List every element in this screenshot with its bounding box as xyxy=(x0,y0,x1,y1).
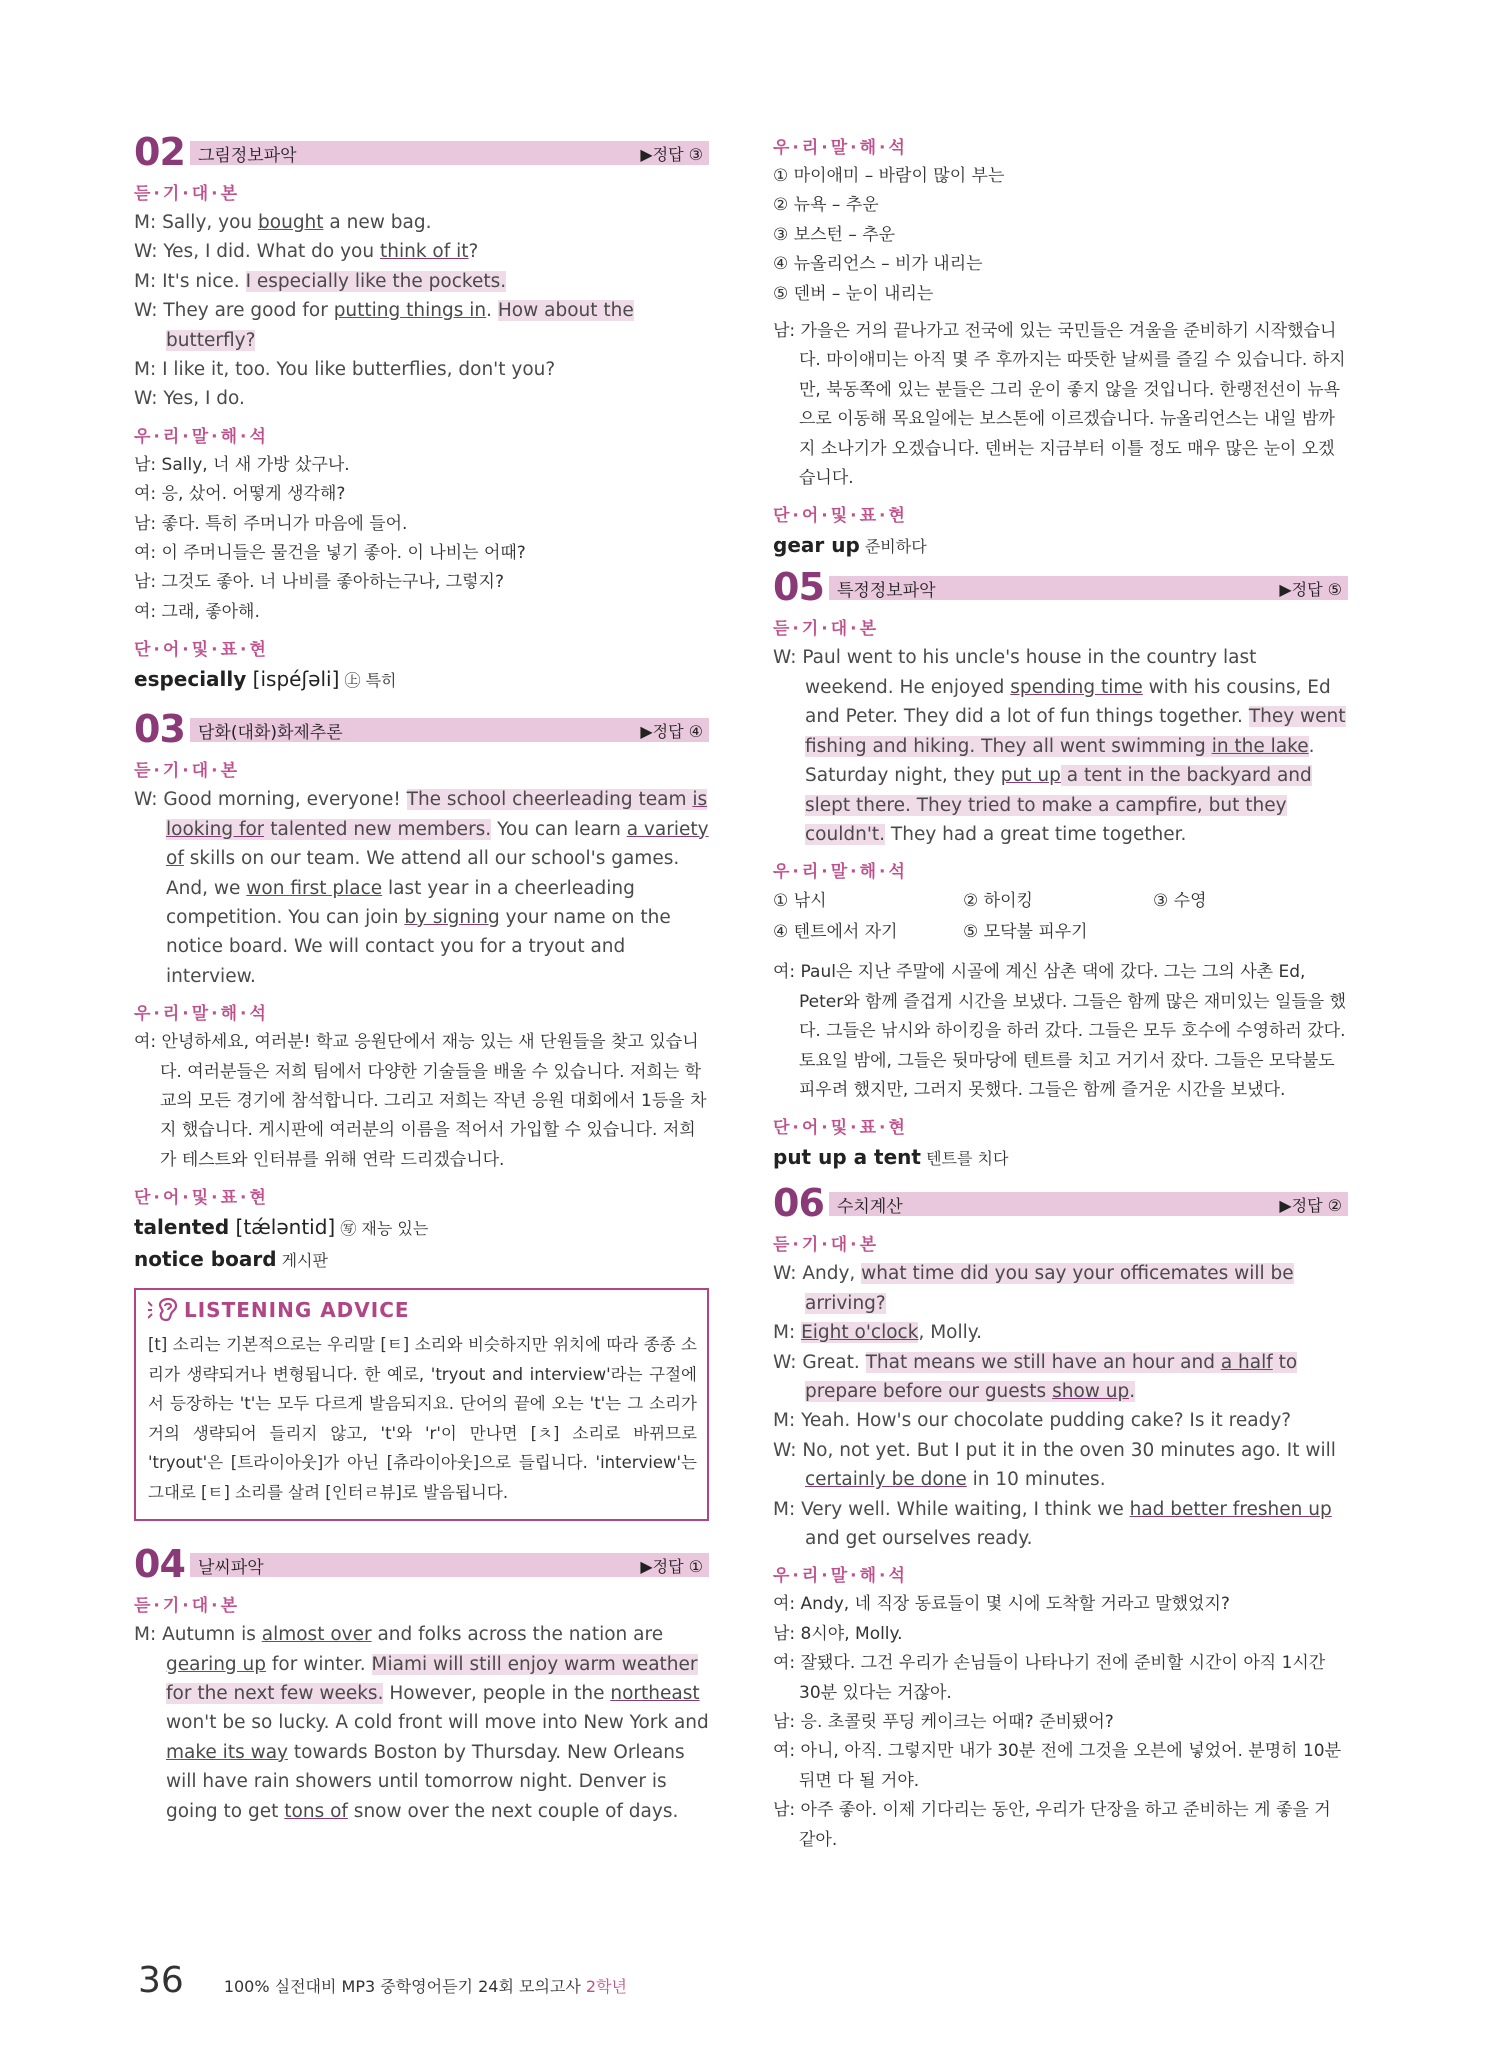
script-label: 듣·기·대·본 xyxy=(134,184,241,204)
section-bar xyxy=(829,1192,1348,1216)
answer-label: ▶정답 ① xyxy=(640,1556,703,1576)
vocab-label: 단·어·및·표·현 xyxy=(773,1118,908,1139)
translation-line: 여: 그래, 좋아해. xyxy=(134,601,260,622)
section-05 xyxy=(773,565,1348,1174)
vocab-word: talented xyxy=(134,1215,230,1240)
speaker-label: W: xyxy=(773,1439,803,1461)
choice-item: ② 하이킹 xyxy=(963,891,1033,912)
script-text: Yes, I do. xyxy=(163,388,245,410)
highlighted-phrase: a tent in the backyard and slept there. xyxy=(805,765,1312,816)
translation-line: 남: 아주 좋아. 이제 기다리는 동안, 우리가 단장을 하고 준비하는 게 좋을 거 같아. xyxy=(773,1800,1331,1850)
speaker-label: W: xyxy=(773,647,803,669)
section-04-continued xyxy=(773,133,1348,562)
script-text: Paul went to his uncle's house in the country last weekend. He enjoyed xyxy=(802,647,1257,698)
speaker-label: W: xyxy=(134,300,164,322)
speaker-label: M: xyxy=(134,359,163,381)
vocab-block xyxy=(134,664,709,696)
vocab-word: gear up xyxy=(773,533,860,558)
translation-block xyxy=(773,958,1348,1105)
script-text: It's nice. xyxy=(162,270,246,292)
speaker-label: W: xyxy=(134,241,164,263)
highlighted-phrase: I especially like the pockets. xyxy=(245,270,507,292)
translation-label: 우·리·말·해·석 xyxy=(773,1566,908,1587)
script-label: 듣·기·대·본 xyxy=(134,761,241,782)
section-header xyxy=(134,130,709,174)
page-number: 36 xyxy=(138,1960,184,2001)
highlighted-phrase: a half xyxy=(1220,1351,1273,1373)
highlighted-phrase: think of it xyxy=(379,241,469,263)
script-text: Saturday night, they xyxy=(805,765,1001,787)
section-header xyxy=(134,707,709,752)
translation-line: 여: 이 주머니들은 물건을 넣기 좋아. 이 나비는 어때? xyxy=(134,543,526,564)
vocab-pronunciation: [ispéʃəli] xyxy=(246,667,340,692)
vocab-item xyxy=(134,1212,709,1244)
translation-line: 남: 그것도 좋아. 너 나비를 좋아하는구나, 그렇지? xyxy=(134,572,504,593)
translation-label: 우·리·말·해·석 xyxy=(134,1004,269,1025)
speaker-label: W: xyxy=(773,1351,803,1373)
script-line xyxy=(134,384,709,413)
left-column xyxy=(134,130,709,1826)
script-text: Very well. While waiting, I think we xyxy=(801,1498,1130,1520)
highlighted-phrase: by signing xyxy=(404,906,500,928)
script-line xyxy=(134,237,709,266)
answer-label: ▶정답 ③ xyxy=(640,144,703,164)
vocab-item xyxy=(134,1244,709,1276)
highlighted-phrase: almost over xyxy=(261,1624,372,1646)
highlighted-phrase: putting things in xyxy=(333,300,487,322)
script-line xyxy=(773,1436,1348,1495)
option-item: ⑤ 덴버 – 눈이 내리는 xyxy=(773,283,934,304)
script-text: You can learn xyxy=(491,818,627,840)
vocab-block xyxy=(773,530,1348,562)
highlighted-phrase: How about the butterfly? xyxy=(166,300,634,351)
translation-line: 남: 가을은 거의 끝나가고 전국에 있는 국민들은 겨울을 준비하기 시작했습니다. 마이애미는 아직 몇 주 후까지는 따뜻한 날씨를 즐길 수 있습니다. 하지만, 북동쪽에 있는 분들은 그리 운이 좋지 않을 것입니다. 한랭전선이 뉴욕으로 이동해 목요일에는 보스톤에 이르겠습니다. 뉴올리언스는 내일 밤까지 소나기가 오겠습니다. 덴버는 지금부터 이틀 정도 매우 많은 눈이 오겠습니다. xyxy=(773,321,1346,489)
vocab-meaning: 준비하다 xyxy=(859,537,927,557)
script-text: and get ourselves ready. xyxy=(805,1528,1033,1549)
script-text: towards Boston by Thursday. New Orleans will have rain showers until tomorrow night. Denver is going to get xyxy=(166,1741,685,1822)
section-bar xyxy=(190,141,709,165)
options-list xyxy=(773,162,1348,309)
translation-block xyxy=(773,1590,1348,1855)
script-label: 듣·기·대·본 xyxy=(134,1596,241,1617)
translation-line: 여: 아니, 아직. 그렇지만 내가 30분 전에 그것을 오븐에 넣었어. 분명히 10분 뒤면 다 될 거야. xyxy=(773,1741,1342,1791)
script-text: in 10 minutes. xyxy=(966,1469,1106,1491)
highlighted-phrase: bought xyxy=(258,212,324,233)
translation-block xyxy=(134,1028,709,1175)
section-number: 02 xyxy=(134,130,185,174)
option-item: ② 뉴욕 – 추운 xyxy=(773,195,879,216)
script-text: snow over the next couple of days. xyxy=(347,1800,679,1822)
script-text: They are good for xyxy=(163,300,334,322)
option-item: ① 마이애미 – 바람이 많이 부는 xyxy=(773,166,1005,186)
speaker-label: M: xyxy=(773,1498,802,1520)
translation-line: 남: 좋다. 특히 주머니가 마음에 들어. xyxy=(134,513,408,534)
highlighted-phrase: won first place xyxy=(246,877,383,899)
ear-icon xyxy=(148,1298,178,1322)
script-text: No, not yet. But I put it in the oven 30 minutes ago. It will xyxy=(802,1439,1336,1461)
script-text: Autumn is xyxy=(162,1624,262,1646)
vocab-item xyxy=(134,664,709,696)
script-text: Yeah. How's our chocolate pudding cake? Is it ready? xyxy=(801,1410,1292,1432)
translation-line: 여: 잘됐다. 그건 우리가 손님들이 나타나기 전에 준비할 시간이 아직 1시간 30분 있다는 거잖아. xyxy=(773,1653,1326,1703)
script-line xyxy=(134,355,709,384)
script-line xyxy=(773,1348,1348,1407)
section-header xyxy=(134,1542,709,1587)
highlighted-phrase: make its way xyxy=(166,1741,289,1763)
translation-block xyxy=(134,451,709,627)
section-number: 03 xyxy=(134,707,185,752)
vocab-word: especially xyxy=(134,667,247,692)
vocab-word: notice board xyxy=(134,1247,277,1272)
translation-label: 우·리·말·해·석 xyxy=(773,138,908,158)
vocab-meaning: ㊢ 재능 있는 xyxy=(335,1219,429,1239)
script-line xyxy=(773,643,1348,849)
vocab-label: 단·어·및·표·현 xyxy=(773,506,908,527)
book-title xyxy=(224,1974,627,1997)
translation-line: 여: 응, 샀어. 어떻게 생각해? xyxy=(134,484,346,505)
script-text: , Molly. xyxy=(918,1322,982,1344)
section-number: 06 xyxy=(773,1181,824,1226)
script-text: Andy, xyxy=(802,1263,862,1285)
highlighted-phrase: Eight o'clock xyxy=(801,1322,919,1344)
section-title: 수치계산 xyxy=(837,1196,903,1217)
highlighted-phrase: Miami will still enjoy warm weather for the next few weeks. xyxy=(166,1653,698,1704)
script-line xyxy=(134,267,709,296)
highlighted-phrase: That means we still have an hour and xyxy=(865,1351,1221,1373)
speaker-label: M: xyxy=(134,270,163,292)
translation-line: 여: 안녕하세요, 여러분! 학교 응원단에서 재능 있는 새 단원들을 찾고 있습니다. 여러분들은 저희 팀에서 다양한 기술들을 배울 수 있습니다. 저희는 학교의 모든 경기에 참석합니다. 그리고 저희는 작년 응원 대회에서 1등을 차지 했습니다. 게시판에 여러분의 이름을 적어서 가입할 수 있습니다. 저희가 테스트와 인터뷰를 위해 연락 드리겠습니다. xyxy=(134,1032,707,1170)
advice-text: [t] 소리는 기본적으로는 우리말 [ㅌ] 소리와 비슷하지만 위치에 따라 종종 소리가 생략되거나 변형됩니다. 한 예로, 'tryout and interview'라는 구절에서 등장하는 't'는 모두 다르게 발음되지요. 단어의 끝에 오는 't'는 그 소리가 거의 생략되어 들리지 않고, 't'와 'r'이 만나면 [ㅊ] 소리로 바뀌므로 'tryout'은 [트라이아웃]가 아닌 [츄라이아웃]으로 들립니다. 'interview'는 그대로 [ㅌ] 소리를 살려 [인터ㄹ뷰]로 발음됩니다. xyxy=(148,1335,697,1502)
script-text: your name on the notice board. We will contact you for a tryout and interview. xyxy=(166,906,671,987)
script-line xyxy=(773,1318,1348,1347)
section-03 xyxy=(134,707,709,1521)
translation-line: 남: Sally, 너 새 가방 샀구나. xyxy=(134,454,350,475)
highlighted-phrase: certainly be done xyxy=(805,1469,967,1491)
vocab-meaning: ㊤ 특히 xyxy=(339,671,397,691)
highlighted-phrase: talented new members. xyxy=(264,818,492,840)
translation-block xyxy=(773,317,1348,493)
highlighted-phrase: They went fishing and hiking. They all went swimming xyxy=(805,706,1346,757)
section-bar xyxy=(190,1553,709,1577)
speaker-label: W: xyxy=(773,1263,803,1285)
section-04 xyxy=(134,1542,709,1826)
section-header xyxy=(773,565,1348,610)
vocab-pronunciation: [tǽləntid] xyxy=(229,1215,336,1240)
highlighted-phrase: tons of xyxy=(284,1800,348,1822)
script-line xyxy=(134,208,709,237)
highlighted-phrase: put up xyxy=(1000,765,1061,787)
speaker-label: M: xyxy=(773,1410,802,1432)
script-text: . xyxy=(486,300,498,322)
book-title-text: 100% 실전대비 MP3 중학영어듣기 24회 모의고사 xyxy=(223,1977,581,1996)
speaker-label: M: xyxy=(773,1322,802,1344)
vocab-label: 단·어·및·표·현 xyxy=(134,640,269,661)
choice-item: ① 낚시 xyxy=(773,891,827,912)
script-text: skills on our team. We attend all our school's games. And, we xyxy=(166,848,680,899)
highlighted-phrase: . xyxy=(1129,1380,1136,1402)
highlighted-phrase: spending time xyxy=(1010,676,1143,698)
highlighted-phrase: They tried to make a campfire, but they couldn't. xyxy=(805,794,1287,845)
translation-line: 남: 응. 초콜릿 푸딩 케이크는 어때? 준비됐어? xyxy=(773,1712,1114,1733)
section-header xyxy=(773,1181,1348,1226)
right-column xyxy=(773,133,1348,1855)
section-title: 담화(대화)화제추론 xyxy=(198,722,343,743)
section-title: 그림정보파악 xyxy=(198,145,297,166)
script-block xyxy=(134,785,709,991)
choice-item: ③ 수영 xyxy=(1153,891,1207,912)
script-text: I like it, too. You like butterflies, don't you? xyxy=(162,359,556,381)
vocab-word: put up a tent xyxy=(773,1145,921,1170)
section-02 xyxy=(134,130,709,696)
highlighted-phrase: gearing up xyxy=(166,1653,267,1675)
script-text: a new bag. xyxy=(323,212,432,233)
vocab-block xyxy=(773,1142,1348,1174)
script-block xyxy=(773,643,1348,849)
translation-label: 우·리·말·해·석 xyxy=(134,426,269,447)
section-bar xyxy=(190,718,709,742)
script-line xyxy=(773,1495,1348,1554)
highlighted-phrase: show up xyxy=(1052,1380,1130,1402)
script-block xyxy=(134,208,709,414)
vocab-label: 단·어·및·표·현 xyxy=(134,1188,269,1209)
section-title: 특정정보파악 xyxy=(837,580,936,601)
script-line xyxy=(134,785,709,991)
script-text: won't be so lucky. A cold front will move into New York and xyxy=(166,1712,709,1734)
section-title: 날씨파악 xyxy=(198,1557,264,1578)
script-text: They had a great time together. xyxy=(885,823,1187,845)
script-text: Great. xyxy=(802,1351,866,1373)
highlighted-phrase: is looking for xyxy=(166,789,708,840)
highlighted-phrase: northeast xyxy=(610,1682,700,1704)
highlighted-phrase: what time did you say your officemates will be arriving? xyxy=(805,1263,1294,1314)
highlighted-phrase: in the lake xyxy=(1211,735,1309,757)
highlighted-phrase: a variety of xyxy=(166,818,709,870)
option-item: ③ 보스턴 – 추운 xyxy=(773,224,896,245)
script-text: with his cousins, Ed and Peter. They did a lot of fun things together. xyxy=(805,676,1331,728)
script-text: ? xyxy=(468,241,479,263)
option-item: ④ 뉴올리언스 – 비가 내리는 xyxy=(773,254,983,275)
advice-header xyxy=(148,1298,697,1322)
script-line xyxy=(134,296,709,355)
section-bar xyxy=(829,576,1348,600)
vocab-meaning: 텐트를 치다 xyxy=(920,1149,1009,1169)
speaker-label: W: xyxy=(134,388,164,410)
script-block xyxy=(773,1259,1348,1553)
answer-label: ▶정답 ④ xyxy=(640,721,703,741)
page-footer xyxy=(138,1960,627,2001)
vocab-meaning: 게시판 xyxy=(276,1251,328,1271)
speaker-label: M: xyxy=(134,212,163,233)
script-label: 듣·기·대·본 xyxy=(773,1235,880,1256)
script-text: and folks across the nation are xyxy=(371,1624,664,1646)
script-text: However, people in the xyxy=(383,1682,611,1704)
script-label: 듣·기·대·본 xyxy=(773,619,880,640)
script-text: . xyxy=(1308,735,1315,757)
section-number: 05 xyxy=(773,565,824,610)
highlighted-phrase: to prepare before our guests xyxy=(805,1351,1298,1402)
script-line xyxy=(134,1620,709,1826)
answer-label: ▶정답 ⑤ xyxy=(1279,579,1342,599)
translation-label: 우·리·말·해·석 xyxy=(773,862,908,883)
script-text: Good morning, everyone! xyxy=(163,789,407,811)
grade-label: 2학년 xyxy=(585,1977,628,1996)
advice-title: LISTENING ADVICE xyxy=(184,1298,410,1323)
script-text: Sally, you xyxy=(162,212,259,233)
vocab-item xyxy=(773,530,1348,562)
choices-grid xyxy=(773,886,1348,948)
section-06 xyxy=(773,1181,1348,1855)
highlighted-phrase: The school cheerleading team xyxy=(406,789,693,811)
speaker-label: M: xyxy=(134,1624,163,1646)
script-block xyxy=(134,1620,709,1826)
speaker-label: W: xyxy=(134,789,164,811)
vocab-block xyxy=(134,1212,709,1276)
script-text: last year in a cheerleading competition. You can join xyxy=(166,877,635,928)
script-line xyxy=(773,1259,1348,1318)
script-line xyxy=(773,1406,1348,1435)
section-number: 04 xyxy=(134,1542,185,1587)
highlighted-phrase: had better freshen up xyxy=(1129,1498,1332,1520)
script-text: for winter. xyxy=(266,1653,372,1675)
choice-item: ④ 텐트에서 자기 xyxy=(773,922,898,943)
listening-advice-box xyxy=(134,1288,709,1521)
script-text: Yes, I did. What do you xyxy=(163,241,380,263)
translation-line: 여: Andy, 네 직장 동료들이 몇 시에 도착할 거라고 말했었지? xyxy=(773,1594,1230,1615)
translation-line: 남: 8시야, Molly. xyxy=(773,1623,903,1644)
translation-line: 여: Paul은 지난 주말에 시골에 계신 삼촌 댁에 갔다. 그는 그의 사촌 Ed, Peter와 함께 즐겁게 시간을 보냈다. 그들은 함께 많은 재미있는 일들을 했다. 그들은 낚시와 하이킹을 하러 갔다. 그들은 모두 호수에 수영하러 갔다. 토요일 밤에, 그들은 뒷마당에 텐트를 치고 거기서 잤다. 그들은 모닥불도 피우려 했지만, 그러지 못했다. 그들은 함께 즐거운 시간을 보냈다. xyxy=(773,962,1347,1100)
answer-label: ▶정답 ② xyxy=(1279,1195,1342,1215)
choice-item: ⑤ 모닥불 피우기 xyxy=(963,922,1088,943)
vocab-item xyxy=(773,1142,1348,1174)
